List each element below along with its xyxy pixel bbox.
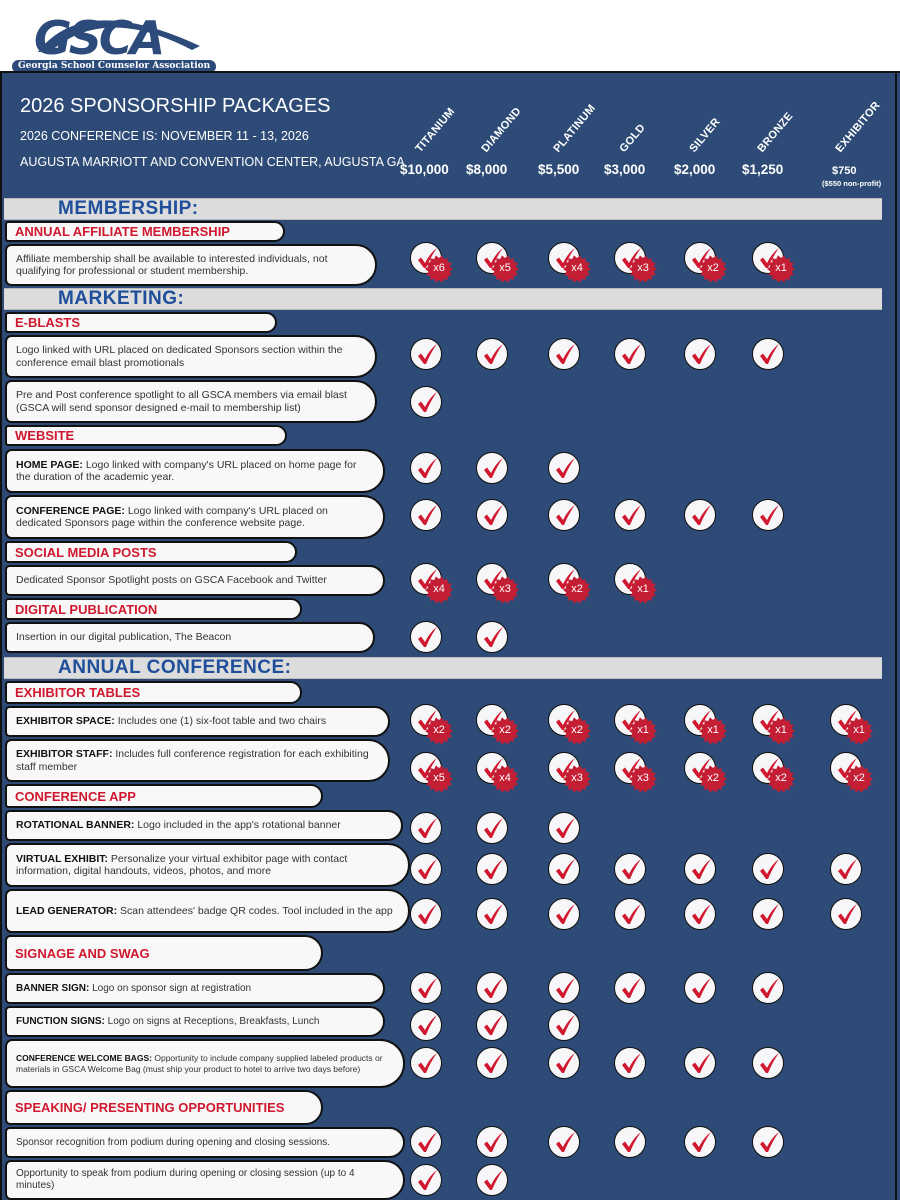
benefit-description (5, 622, 375, 653)
category-label: EXHIBITOR TABLES (5, 681, 302, 704)
tier-name: BRONZE (755, 110, 796, 155)
checkmark-icon (476, 812, 508, 844)
benefit-text: Affiliate membership shall be available to interested individuals, not qualifying for professional or student membership. (16, 252, 328, 277)
tier-name: TITANIUM (413, 105, 458, 155)
quantity-value: x6 (433, 262, 445, 274)
quantity-value: x2 (853, 772, 865, 784)
section-title: MEMBERSHIP: (58, 198, 199, 219)
tier-included-bronze (752, 898, 786, 932)
checkmark-icon (548, 812, 580, 844)
checkmark-icon (548, 898, 580, 930)
tier-included-diamond (476, 972, 510, 1006)
tier-included-exhibitor (830, 853, 864, 887)
tier-included-platinum (548, 242, 582, 276)
tier-included-titanium (410, 704, 444, 738)
benefit-description (5, 1039, 405, 1088)
quantity-value: x2 (571, 724, 583, 736)
category-label: SPEAKING/ PRESENTING OPPORTUNITIES (5, 1090, 323, 1125)
benefit-description (5, 973, 385, 1004)
quantity-badge (699, 765, 727, 793)
tier-included-diamond (476, 1047, 510, 1081)
checkmark-icon (410, 499, 442, 531)
tier-price: $2,000 (674, 162, 716, 177)
sponsorship-board (0, 71, 900, 1200)
section-band (4, 198, 882, 220)
tier-included-titanium (410, 752, 444, 786)
quantity-value: x4 (433, 583, 445, 595)
quantity-badge (629, 717, 657, 745)
quantity-value: x1 (637, 724, 649, 736)
quantity-value: x4 (499, 772, 511, 784)
tier-included-diamond (476, 452, 510, 486)
checkmark-icon (614, 1047, 646, 1079)
checkmark-icon (684, 853, 716, 885)
benefit-name: VIRTUAL EXHIBIT: (16, 852, 108, 865)
benefit-text: Includes full conference registration for each exhibiting staff member (16, 748, 369, 773)
checkmark-icon (752, 499, 784, 531)
quantity-value: x2 (499, 724, 511, 736)
tier-included-silver (684, 752, 718, 786)
tier-included-exhibitor (830, 898, 864, 932)
page-title: 2026 SPONSORSHIP PACKAGES (20, 95, 331, 117)
quantity-badge (563, 255, 591, 283)
tier-included-platinum (548, 499, 582, 533)
quantity-value: x3 (637, 262, 649, 274)
checkmark-icon (476, 499, 508, 531)
tier-included-titanium (410, 812, 444, 846)
checkmark-icon (830, 853, 862, 885)
tier-included-gold (614, 1047, 648, 1081)
tier-included-platinum (548, 1009, 582, 1043)
tier-included-titanium (410, 563, 444, 597)
checkmark-icon (752, 972, 784, 1004)
gsca-logo (10, 2, 210, 74)
checkmark-icon (410, 1047, 442, 1079)
checkmark-icon (752, 338, 784, 370)
quantity-value: x1 (707, 724, 719, 736)
benefit-text: Logo on sponsor sign at registration (89, 982, 252, 994)
tier-included-platinum (548, 1126, 582, 1160)
tier-included-titanium (410, 338, 444, 372)
quantity-badge (425, 717, 453, 745)
tier-included-diamond (476, 338, 510, 372)
quantity-badge (629, 765, 657, 793)
quantity-badge (491, 765, 519, 793)
quantity-badge (699, 717, 727, 745)
tier-included-diamond (476, 1009, 510, 1043)
tier-price: $3,000 (604, 162, 646, 177)
tier-included-titanium (410, 621, 444, 655)
checkmark-icon (830, 898, 862, 930)
benefit-text: Logo linked with company's URL placed on home page for the duration of the academic year. (16, 458, 357, 483)
tier-included-titanium (410, 1164, 444, 1198)
section-title: MARKETING: (58, 288, 185, 309)
tier-included-diamond (476, 563, 510, 597)
checkmark-icon (548, 452, 580, 484)
logo-tagline: Georgia School Counselor Association (12, 60, 216, 73)
quantity-badge (563, 576, 591, 604)
checkmark-icon (476, 853, 508, 885)
benefit-name: LEAD GENERATOR: (16, 904, 118, 917)
quantity-badge (767, 717, 795, 745)
tier-included-silver (684, 972, 718, 1006)
checkmark-icon (548, 1009, 580, 1041)
category-label: E-BLASTS (5, 312, 277, 333)
checkmark-icon (752, 853, 784, 885)
benefit-description (5, 565, 385, 596)
tier-name: DIAMOND (479, 105, 524, 155)
tier-included-gold (614, 563, 648, 597)
quantity-value: x2 (571, 583, 583, 595)
tier-included-exhibitor (830, 704, 864, 738)
tier-price: $5,500 (538, 162, 580, 177)
tier-included-silver (684, 242, 718, 276)
tier-included-gold (614, 499, 648, 533)
benefit-description (5, 1160, 405, 1200)
tier-included-bronze (752, 972, 786, 1006)
tier-included-diamond (476, 898, 510, 932)
tier-included-gold (614, 972, 648, 1006)
quantity-value: x1 (775, 724, 787, 736)
tier-price: $1,250 (742, 162, 784, 177)
conference-dates: 2026 CONFERENCE IS: NOVEMBER 11 - 13, 2026 (20, 129, 309, 143)
category-label: CONFERENCE APP (5, 784, 323, 808)
tier-included-diamond (476, 499, 510, 533)
benefit-name: HOME PAGE: (16, 458, 83, 471)
tier-included-diamond (476, 1126, 510, 1160)
checkmark-icon (410, 812, 442, 844)
checkmark-icon (614, 1126, 646, 1158)
benefit-text: Insertion in our digital publication, The Beacon (16, 631, 232, 644)
checkmark-icon (410, 338, 442, 370)
tier-included-titanium (410, 242, 444, 276)
checkmark-icon (614, 972, 646, 1004)
tier-included-silver (684, 704, 718, 738)
benefit-text: Scan attendees' badge QR codes. Tool included in the app (117, 904, 393, 917)
tier-included-silver (684, 1047, 718, 1081)
benefit-text: Opportunity to include company supplied labeled products or materials in GSCA Welcome Bag (must ship your product to hotel to arrive two days before) (16, 1053, 383, 1074)
benefit-description (5, 706, 390, 737)
tier-included-exhibitor (830, 752, 864, 786)
benefit-text: Opportunity to speak from podium during opening or closing session (up to 4 minutes) (16, 1168, 355, 1191)
checkmark-icon (752, 1047, 784, 1079)
quantity-value: x5 (499, 262, 511, 274)
tier-included-titanium (410, 1126, 444, 1160)
checkmark-icon (614, 499, 646, 531)
tier-included-titanium (410, 853, 444, 887)
tier-name: PLATINUM (551, 102, 599, 155)
tier-included-diamond (476, 704, 510, 738)
quantity-badge (563, 765, 591, 793)
tier-included-titanium (410, 972, 444, 1006)
checkmark-icon (476, 452, 508, 484)
tier-included-diamond (476, 752, 510, 786)
tier-included-titanium (410, 898, 444, 932)
tier-included-bronze (752, 752, 786, 786)
checkmark-icon (684, 972, 716, 1004)
tier-included-platinum (548, 704, 582, 738)
tier-included-titanium (410, 452, 444, 486)
quantity-value: x3 (637, 772, 649, 784)
checkmark-icon (548, 338, 580, 370)
quantity-badge (425, 576, 453, 604)
tier-included-diamond (476, 1164, 510, 1198)
section-band (4, 657, 882, 679)
category-label: WEBSITE (5, 425, 287, 446)
checkmark-icon (410, 1126, 442, 1158)
logo-wordmark: GSCA (34, 11, 163, 58)
tier-included-bronze (752, 1047, 786, 1081)
quantity-badge (845, 765, 873, 793)
tier-included-silver (684, 499, 718, 533)
checkmark-icon (410, 386, 442, 418)
quantity-value: x1 (775, 262, 787, 274)
benefit-description (5, 889, 410, 933)
benefit-name: EXHIBITOR SPACE: (16, 715, 115, 728)
category-label: SOCIAL MEDIA POSTS (5, 541, 297, 563)
tier-name: SILVER (687, 115, 723, 155)
checkmark-icon (410, 853, 442, 885)
quantity-value: x1 (637, 583, 649, 595)
quantity-value: x3 (571, 772, 583, 784)
checkmark-icon (548, 499, 580, 531)
tier-included-gold (614, 338, 648, 372)
tier-included-bronze (752, 499, 786, 533)
checkmark-icon (476, 1047, 508, 1079)
benefit-description (5, 495, 385, 539)
checkmark-icon (684, 338, 716, 370)
tier-price: $750 (832, 165, 857, 177)
checkmark-icon (410, 1009, 442, 1041)
quantity-badge (491, 576, 519, 604)
tier-included-platinum (548, 338, 582, 372)
tier-name: GOLD (617, 121, 648, 155)
checkmark-icon (548, 1047, 580, 1079)
tier-included-platinum (548, 752, 582, 786)
benefit-text: Includes one (1) six-foot table and two chairs (114, 715, 327, 728)
benefit-name: CONFERENCE PAGE: (16, 504, 125, 517)
checkmark-icon (410, 972, 442, 1004)
quantity-badge (491, 255, 519, 283)
benefit-name: FUNCTION SIGNS: (16, 1015, 105, 1027)
tier-included-diamond (476, 853, 510, 887)
checkmark-icon (476, 1009, 508, 1041)
checkmark-icon (548, 853, 580, 885)
benefit-description (5, 1127, 405, 1158)
benefit-description (5, 380, 377, 423)
checkmark-icon (410, 898, 442, 930)
checkmark-icon (476, 1126, 508, 1158)
tier-included-gold (614, 898, 648, 932)
quantity-value: x5 (433, 772, 445, 784)
benefit-name: EXHIBITOR STAFF: (16, 748, 113, 760)
benefit-name: ROTATIONAL BANNER: (16, 819, 135, 832)
benefit-description (5, 449, 385, 493)
tier-included-gold (614, 853, 648, 887)
benefit-description (5, 843, 410, 887)
tier-included-diamond (476, 242, 510, 276)
checkmark-icon (614, 338, 646, 370)
quantity-value: x2 (775, 772, 787, 784)
quantity-badge (629, 255, 657, 283)
tier-included-gold (614, 704, 648, 738)
tier-included-bronze (752, 704, 786, 738)
tier-included-diamond (476, 621, 510, 655)
tier-included-platinum (548, 563, 582, 597)
quantity-value: x1 (853, 724, 865, 736)
quantity-badge (629, 576, 657, 604)
tier-included-titanium (410, 499, 444, 533)
benefit-name: CONFERENCE WELCOME BAGS: (16, 1053, 152, 1063)
checkmark-icon (752, 898, 784, 930)
quantity-badge (425, 255, 453, 283)
tier-included-silver (684, 1126, 718, 1160)
quantity-badge (767, 255, 795, 283)
tier-included-bronze (752, 242, 786, 276)
tier-included-platinum (548, 898, 582, 932)
tier-name: EXHIBITOR (833, 99, 883, 155)
checkmark-icon (410, 621, 442, 653)
board-edge (895, 71, 897, 1200)
tier-included-gold (614, 752, 648, 786)
benefit-text: Dedicated Sponsor Spotlight posts on GSCA Facebook and Twitter (16, 574, 327, 587)
checkmark-icon (684, 1047, 716, 1079)
checkmark-icon (684, 1126, 716, 1158)
quantity-value: x4 (571, 262, 583, 274)
benefit-text: Logo linked with URL placed on dedicated Sponsors section within the conference email blast promotionals (16, 344, 343, 369)
benefit-text: Logo linked with company's URL placed on dedicated Sponsors page within the conference website page. (16, 504, 328, 529)
tier-included-silver (684, 853, 718, 887)
tier-included-titanium (410, 1009, 444, 1043)
category-label: ANNUAL AFFILIATE MEMBERSHIP (5, 221, 285, 242)
tier-included-silver (684, 898, 718, 932)
conference-venue: AUGUSTA MARRIOTT AND CONVENTION CENTER, AUGUSTA GA (20, 155, 405, 169)
benefit-description (5, 1006, 385, 1037)
gsca-logo-mark (24, 2, 210, 58)
benefit-text: Personalize your virtual exhibitor page with contact information, digital handouts, videos, photos, and more (16, 852, 348, 877)
checkmark-icon (548, 972, 580, 1004)
tier-price-note: ($550 non-profit) (822, 179, 882, 188)
tier-included-titanium (410, 386, 444, 420)
checkmark-icon (614, 853, 646, 885)
benefit-text: Logo included in the app's rotational banner (134, 819, 341, 832)
benefit-description (5, 244, 377, 286)
quantity-badge (845, 717, 873, 745)
section-title: ANNUAL CONFERENCE: (58, 657, 292, 678)
tier-included-platinum (548, 812, 582, 846)
tier-included-silver (684, 338, 718, 372)
section-band (4, 288, 882, 310)
checkmark-icon (752, 1126, 784, 1158)
benefit-description (5, 810, 403, 841)
tier-included-platinum (548, 452, 582, 486)
quantity-badge (491, 717, 519, 745)
tier-included-bronze (752, 853, 786, 887)
checkmark-icon (476, 338, 508, 370)
checkmark-icon (410, 1164, 442, 1196)
quantity-badge (767, 765, 795, 793)
tier-included-platinum (548, 972, 582, 1006)
tier-included-bronze (752, 1126, 786, 1160)
quantity-badge (699, 255, 727, 283)
tier-included-gold (614, 1126, 648, 1160)
quantity-badge (425, 765, 453, 793)
tier-included-titanium (410, 1047, 444, 1081)
category-label: DIGITAL PUBLICATION (5, 598, 302, 620)
tier-included-platinum (548, 853, 582, 887)
checkmark-icon (684, 898, 716, 930)
tier-price: $8,000 (466, 162, 508, 177)
checkmark-icon (684, 499, 716, 531)
benefit-name: BANNER SIGN: (16, 982, 90, 994)
benefit-text: Logo on signs at Receptions, Breakfasts, Lunch (104, 1015, 320, 1027)
checkmark-icon (614, 898, 646, 930)
tier-included-gold (614, 242, 648, 276)
quantity-value: x2 (707, 772, 719, 784)
checkmark-icon (548, 1126, 580, 1158)
benefit-text: Pre and Post conference spotlight to all GSCA members via email blast (GSCA will send sponsor designed e-mail to membership list) (16, 389, 347, 414)
checkmark-icon (476, 621, 508, 653)
tier-included-diamond (476, 812, 510, 846)
quantity-badge (563, 717, 591, 745)
quantity-value: x2 (707, 262, 719, 274)
checkmark-icon (476, 972, 508, 1004)
tier-included-bronze (752, 338, 786, 372)
checkmark-icon (410, 452, 442, 484)
benefit-text: Sponsor recognition from podium during opening and closing sessions. (16, 1136, 331, 1148)
tier-price: $10,000 (400, 162, 449, 177)
benefit-description (5, 335, 377, 378)
checkmark-icon (476, 1164, 508, 1196)
quantity-value: x3 (499, 583, 511, 595)
checkmark-icon (476, 898, 508, 930)
quantity-value: x2 (433, 724, 445, 736)
category-label: SIGNAGE AND SWAG (5, 935, 323, 971)
benefit-description (5, 739, 390, 782)
tier-included-platinum (548, 1047, 582, 1081)
